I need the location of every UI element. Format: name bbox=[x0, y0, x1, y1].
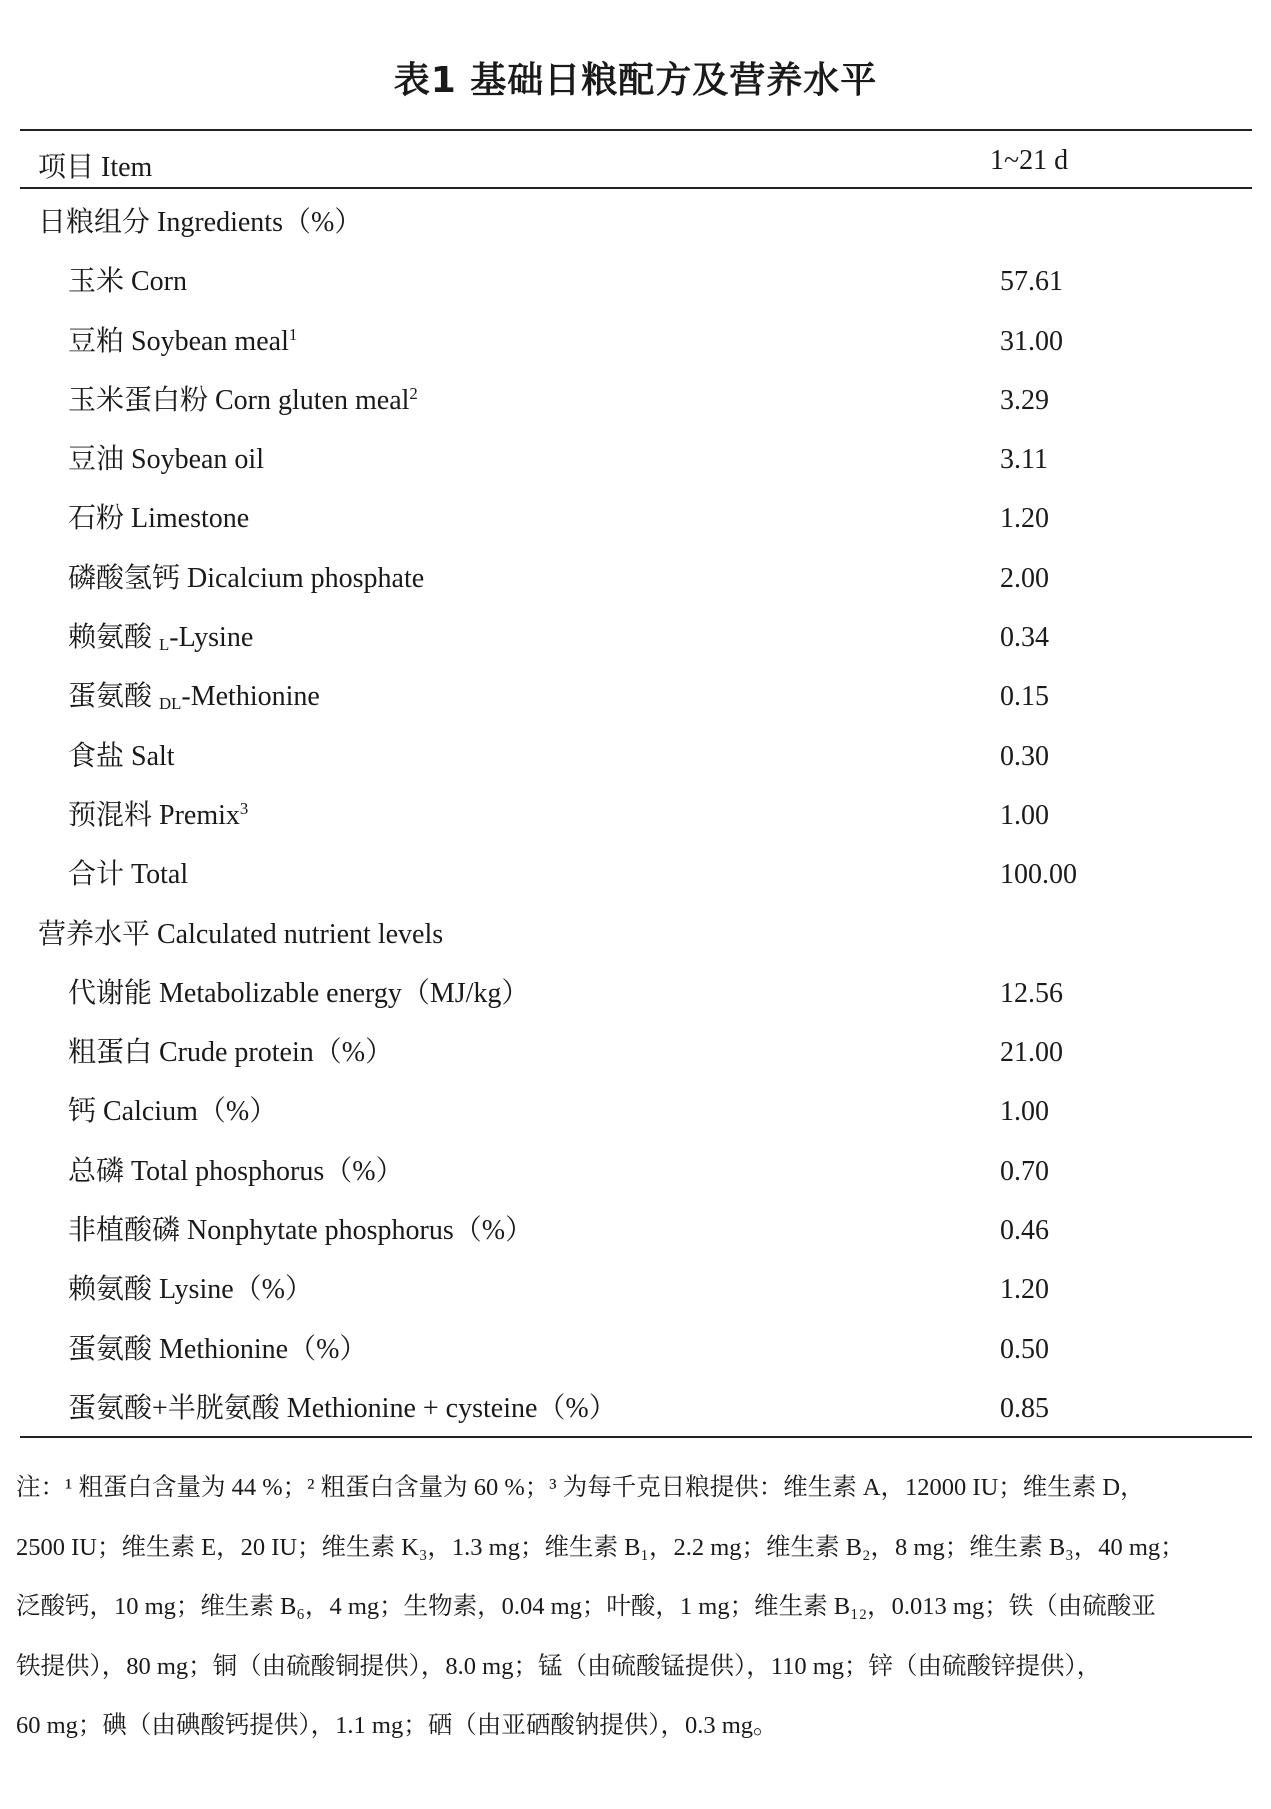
row-label-text: 预混料 Premix bbox=[68, 799, 240, 831]
row-label bbox=[68, 677, 320, 717]
row-label bbox=[68, 262, 187, 302]
row-value: 0.15 bbox=[1000, 681, 1049, 713]
row-label-text: 代谢能 Metabolizable energy（MJ/kg） bbox=[68, 977, 530, 1009]
table-body bbox=[0, 203, 1271, 1448]
row-value: 1.20 bbox=[1000, 503, 1049, 535]
table-row bbox=[0, 322, 1271, 381]
row-value: 2.00 bbox=[1000, 562, 1049, 594]
table-row bbox=[0, 618, 1271, 677]
table-section-row bbox=[0, 915, 1271, 974]
table-row bbox=[0, 1389, 1271, 1448]
row-label-text: 豆粕 Soybean meal bbox=[68, 325, 289, 357]
row-label-footnote-mark: 3 bbox=[239, 798, 249, 818]
row-label-text: 玉米 Corn bbox=[68, 266, 188, 298]
header-item: 项目 Item bbox=[38, 152, 153, 183]
row-value: 0.30 bbox=[1000, 740, 1049, 772]
row-label-text: 钙 Calcium（%） bbox=[68, 1096, 278, 1128]
row-label bbox=[68, 1211, 533, 1251]
header-rule bbox=[20, 187, 1252, 189]
bottom-rule bbox=[20, 1436, 1252, 1438]
row-value: 3.29 bbox=[1000, 384, 1049, 416]
row-label-text: -Methionine bbox=[181, 681, 320, 713]
row-value: 57.61 bbox=[1000, 266, 1063, 298]
table-title: 表1 基础日粮配方及营养水平 bbox=[393, 60, 878, 101]
row-label-text: 总磷 Total phosphorus（%） bbox=[68, 1155, 404, 1187]
row-label bbox=[68, 440, 264, 480]
top-rule bbox=[20, 129, 1252, 131]
row-label-text: 蛋氨酸 Methionine（%） bbox=[68, 1333, 368, 1365]
row-label-text: 磷酸氢钙 Dicalcium phosphate bbox=[68, 562, 425, 594]
row-label bbox=[68, 796, 248, 836]
row-label bbox=[68, 1330, 367, 1370]
row-label bbox=[38, 915, 443, 955]
row-label-prefix: 蛋氨酸 bbox=[68, 681, 160, 713]
row-value: 0.85 bbox=[1000, 1392, 1049, 1424]
row-label bbox=[68, 737, 175, 777]
row-value: 0.70 bbox=[1000, 1155, 1049, 1187]
footnote-line: 铁提供），80 mg；铜（由硫酸铜提供），8.0 mg；锰（由硫酸锰提供），110 mg；锌（由硫酸锌提供）， bbox=[16, 1652, 1102, 1680]
footnote-line: 注：¹ 粗蛋白含量为 44 %；² 粗蛋白含量为 60 %；³ 为每千克日粮提供：维生素 A，12000 IU；维生素 D， bbox=[16, 1474, 1145, 1501]
row-label bbox=[68, 974, 529, 1014]
row-label bbox=[68, 499, 249, 539]
table-row bbox=[0, 1092, 1271, 1151]
table-row bbox=[0, 381, 1271, 440]
row-label-prefix: 赖氨酸 bbox=[68, 622, 160, 654]
header-period: 1~21 d bbox=[990, 145, 1069, 176]
table-row bbox=[0, 677, 1271, 736]
row-label bbox=[68, 618, 253, 658]
row-label-text: 玉米蛋白粉 Corn gluten meal bbox=[68, 384, 410, 416]
row-label-text: 石粉 Limestone bbox=[68, 503, 250, 535]
row-label-text: 赖氨酸 Lysine（%） bbox=[68, 1274, 313, 1306]
footnote-line: 泛酸钙，10 mg；维生素 B₆，4 mg；生物素，0.04 mg；叶酸，1 mg；维生素 B₁₂，0.013 mg；铁（由硫酸亚 bbox=[16, 1593, 1156, 1620]
row-value: 0.50 bbox=[1000, 1333, 1049, 1365]
footnote-line: 60 mg；碘（由碘酸钙提供），1.1 mg；硒（由亚硒酸钠提供），0.3 mg。 bbox=[16, 1712, 778, 1739]
row-label-footnote-mark: 2 bbox=[409, 383, 418, 403]
row-label-text: 豆油 Soybean oil bbox=[68, 444, 264, 476]
row-label bbox=[68, 1389, 617, 1429]
row-label-text: 日粮组分 Ingredients（%） bbox=[38, 207, 363, 238]
row-label-text: 粗蛋白 Crude protein（%） bbox=[68, 1037, 394, 1069]
row-value: 1.00 bbox=[1000, 799, 1049, 831]
row-label-footnote-mark: 1 bbox=[288, 324, 298, 344]
row-value: 0.34 bbox=[1000, 622, 1049, 654]
row-label bbox=[68, 559, 424, 599]
table-row bbox=[0, 1152, 1271, 1211]
row-value: 31.00 bbox=[1000, 325, 1063, 357]
row-label-text: 非植酸磷 Nonphytate phosphorus（%） bbox=[68, 1215, 534, 1247]
row-label bbox=[68, 1152, 404, 1192]
row-label bbox=[68, 1033, 393, 1073]
row-label-text: 营养水平 Calculated nutrient levels bbox=[38, 918, 444, 950]
row-label bbox=[68, 1092, 277, 1132]
row-value: 0.46 bbox=[1000, 1215, 1049, 1247]
table-row bbox=[0, 1211, 1271, 1270]
row-label-text: 蛋氨酸+半胱氨酸 Methionine + cysteine（%） bbox=[68, 1392, 617, 1424]
row-value: 12.56 bbox=[1000, 977, 1063, 1009]
row-label-subscript: DL bbox=[159, 694, 182, 714]
row-value: 100.00 bbox=[1000, 859, 1077, 891]
table-footnote bbox=[16, 1458, 1258, 1756]
footnote-line: 2500 IU；维生素 E，20 IU；维生素 K₃，1.3 mg；维生素 B₁，2.2 mg；维生素 B₂，8 mg；维生素 B₃，40 mg； bbox=[16, 1533, 1185, 1561]
row-value: 21.00 bbox=[1000, 1037, 1063, 1069]
row-value: 1.20 bbox=[1000, 1274, 1049, 1306]
table-row bbox=[0, 1033, 1271, 1092]
table-row bbox=[0, 440, 1271, 499]
table-row bbox=[0, 855, 1271, 914]
row-value: 1.00 bbox=[1000, 1096, 1049, 1128]
row-label-subscript: L bbox=[159, 635, 170, 655]
row-value: 3.11 bbox=[1000, 444, 1048, 476]
row-label bbox=[68, 322, 297, 362]
row-label bbox=[68, 855, 188, 895]
table-row bbox=[0, 1330, 1271, 1389]
table-section-row bbox=[0, 203, 1271, 262]
table-header bbox=[0, 145, 1271, 181]
row-label-text: 合计 Total bbox=[68, 859, 189, 891]
row-label-text: 食盐 Salt bbox=[68, 740, 175, 772]
row-label-text: -Lysine bbox=[169, 622, 254, 654]
table-row bbox=[0, 974, 1271, 1033]
row-label bbox=[38, 203, 362, 243]
row-label bbox=[68, 1270, 313, 1310]
row-label bbox=[68, 381, 418, 421]
table-row bbox=[0, 1270, 1271, 1329]
table-row bbox=[0, 499, 1271, 558]
table-row bbox=[0, 559, 1271, 618]
table-row bbox=[0, 796, 1271, 855]
table-row bbox=[0, 737, 1271, 796]
table-row bbox=[0, 262, 1271, 321]
